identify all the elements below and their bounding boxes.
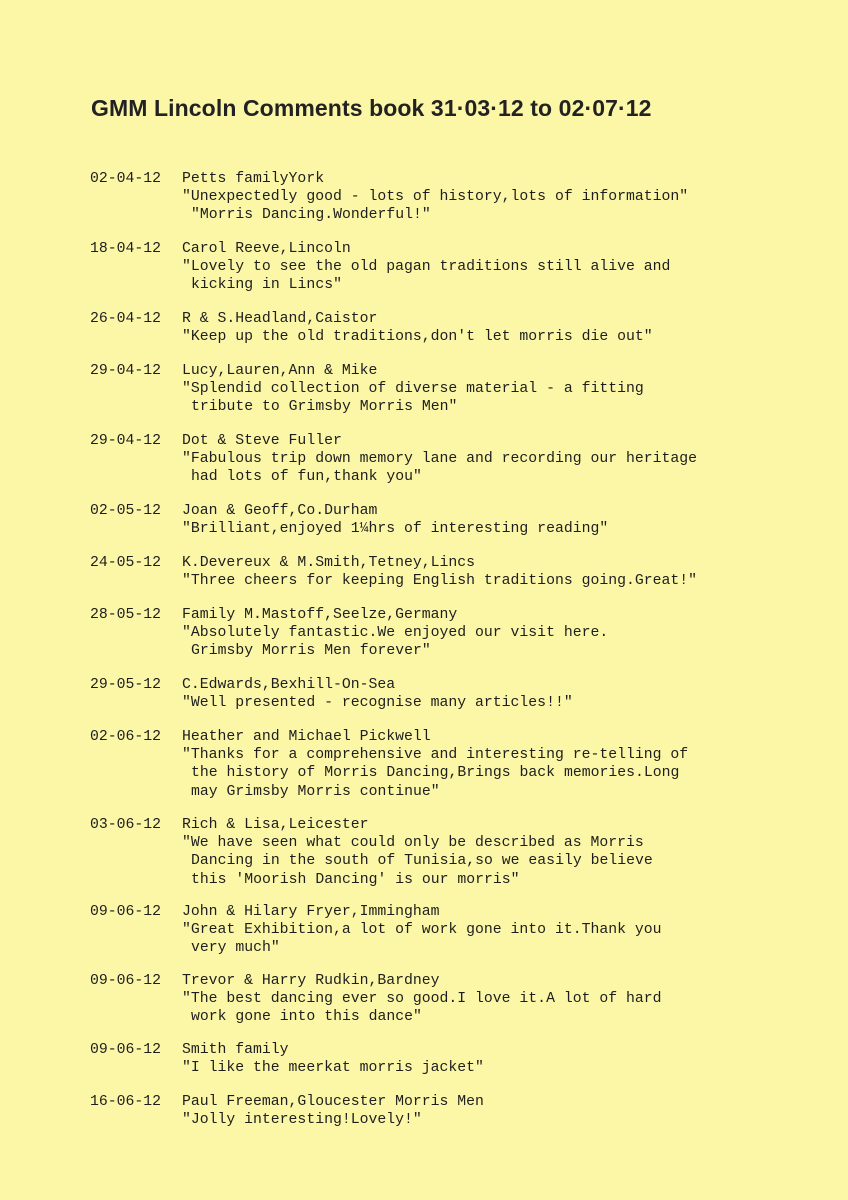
- entry-name: John & Hilary Fryer,Immingham: [182, 904, 440, 920]
- entry-name: K.Devereux & M.Smith,Tetney,Lincs: [182, 555, 476, 571]
- entry-comment-line: "Thanks for a comprehensive and interesting re-telling of: [182, 747, 689, 764]
- entry-comment-line: "We have seen what could only be described as Morris: [182, 835, 644, 852]
- entry-date: 24-05-12: [90, 555, 162, 571]
- entry-name: Petts familyYork: [182, 171, 325, 187]
- comment-entry: [90, 1041, 830, 1077]
- page-title: GMM Lincoln Comments book 31·03·12 to 02·07·12: [91, 95, 652, 121]
- entry-date: 26-04-12: [90, 311, 162, 327]
- entry-date: 03-06-12: [90, 817, 162, 833]
- entry-comment-line: "Lovely to see the old pagan traditions still alive and: [182, 259, 671, 276]
- entry-date: 09-06-12: [90, 973, 162, 989]
- comment-entry: [90, 676, 830, 712]
- entry-date: 09-06-12: [90, 1042, 162, 1058]
- comment-entry: [90, 554, 830, 590]
- entry-comment-line: "Three cheers for keeping English traditions going.Great!": [182, 573, 698, 590]
- entry-comment-line: "I like the meerkat morris jacket": [182, 1060, 484, 1077]
- comment-entry: [90, 816, 830, 889]
- entry-comment-line: very much": [191, 940, 280, 957]
- entry-name: Smith family: [182, 1042, 289, 1058]
- entry-name: Rich & Lisa,Leicester: [182, 817, 369, 833]
- entry-name: Paul Freeman,Gloucester Morris Men: [182, 1094, 484, 1110]
- comment-entry: [90, 362, 830, 417]
- entry-comment-line: "Jolly interesting!Lovely!": [182, 1112, 422, 1129]
- entry-name: Lucy,Lauren,Ann & Mike: [182, 363, 378, 379]
- entry-comment-line: the history of Morris Dancing,Brings back memories.Long: [191, 765, 680, 782]
- entry-date: 16-06-12: [90, 1094, 162, 1110]
- entry-comment-line: had lots of fun,thank you": [191, 469, 422, 486]
- entry-name: C.Edwards,Bexhill-On-Sea: [182, 677, 396, 693]
- comment-entry: [90, 170, 830, 225]
- entry-name: Family M.Mastoff,Seelze,Germany: [182, 607, 458, 623]
- entry-comment-line: "Morris Dancing.Wonderful!": [191, 207, 431, 224]
- comment-entry: [90, 310, 830, 346]
- entry-name: Heather and Michael Pickwell: [182, 729, 431, 745]
- entry-comment-line: "Absolutely fantastic.We enjoyed our visit here.: [182, 625, 609, 642]
- entry-comment-line: may Grimsby Morris continue": [191, 783, 440, 800]
- entry-comment-line: this 'Moorish Dancing' is our morris": [191, 871, 520, 888]
- entry-date: 18-04-12: [90, 241, 162, 257]
- entry-comment-line: Dancing in the south of Tunisia,so we easily believe: [191, 853, 653, 870]
- entry-comment-line: tribute to Grimsby Morris Men": [191, 399, 458, 416]
- comment-entry: [90, 1093, 830, 1129]
- entry-date: 29-05-12: [90, 677, 162, 693]
- entry-date: 02-06-12: [90, 729, 162, 745]
- entry-comment-line: "Splendid collection of diverse material - a fitting: [182, 381, 644, 398]
- entry-comment-line: "Unexpectedly good - lots of history,lots of information": [182, 189, 689, 206]
- entry-date: 28-05-12: [90, 607, 162, 623]
- entry-comment-line: "The best dancing ever so good.I love it.A lot of hard: [182, 991, 662, 1008]
- entry-date: 29-04-12: [90, 433, 162, 449]
- entry-comment-line: "Well presented - recognise many articles!!": [182, 695, 573, 712]
- entry-name: R & S.Headland,Caistor: [182, 311, 378, 327]
- entry-date: 09-06-12: [90, 904, 162, 920]
- entry-name: Trevor & Harry Rudkin,Bardney: [182, 973, 440, 989]
- entry-name: Joan & Geoff,Co.Durham: [182, 503, 378, 519]
- comment-entry: [90, 606, 830, 661]
- entry-name: Carol Reeve,Lincoln: [182, 241, 351, 257]
- entry-name: Dot & Steve Fuller: [182, 433, 342, 449]
- entry-comment-line: "Brilliant,enjoyed 1¼hrs of interesting reading": [182, 521, 609, 538]
- comment-entry: [90, 972, 830, 1027]
- entry-comment-line: "Great Exhibition,a lot of work gone into it.Thank you: [182, 922, 662, 939]
- comment-entry: [90, 432, 830, 487]
- entry-comment-line: "Fabulous trip down memory lane and recording our heritage: [182, 451, 698, 468]
- entry-comment-line: kicking in Lincs": [191, 277, 342, 294]
- entry-date: 02-05-12: [90, 503, 162, 519]
- comment-entry: [90, 240, 830, 295]
- entry-comment-line: work gone into this dance": [191, 1009, 422, 1026]
- comment-entry: [90, 903, 830, 958]
- entry-date: 02-04-12: [90, 171, 162, 187]
- entry-date: 29-04-12: [90, 363, 162, 379]
- comment-entry: [90, 502, 830, 538]
- entry-comment-line: Grimsby Morris Men forever": [191, 643, 431, 660]
- entry-comment-line: "Keep up the old traditions,don't let morris die out": [182, 329, 653, 346]
- comment-entry: [90, 728, 830, 801]
